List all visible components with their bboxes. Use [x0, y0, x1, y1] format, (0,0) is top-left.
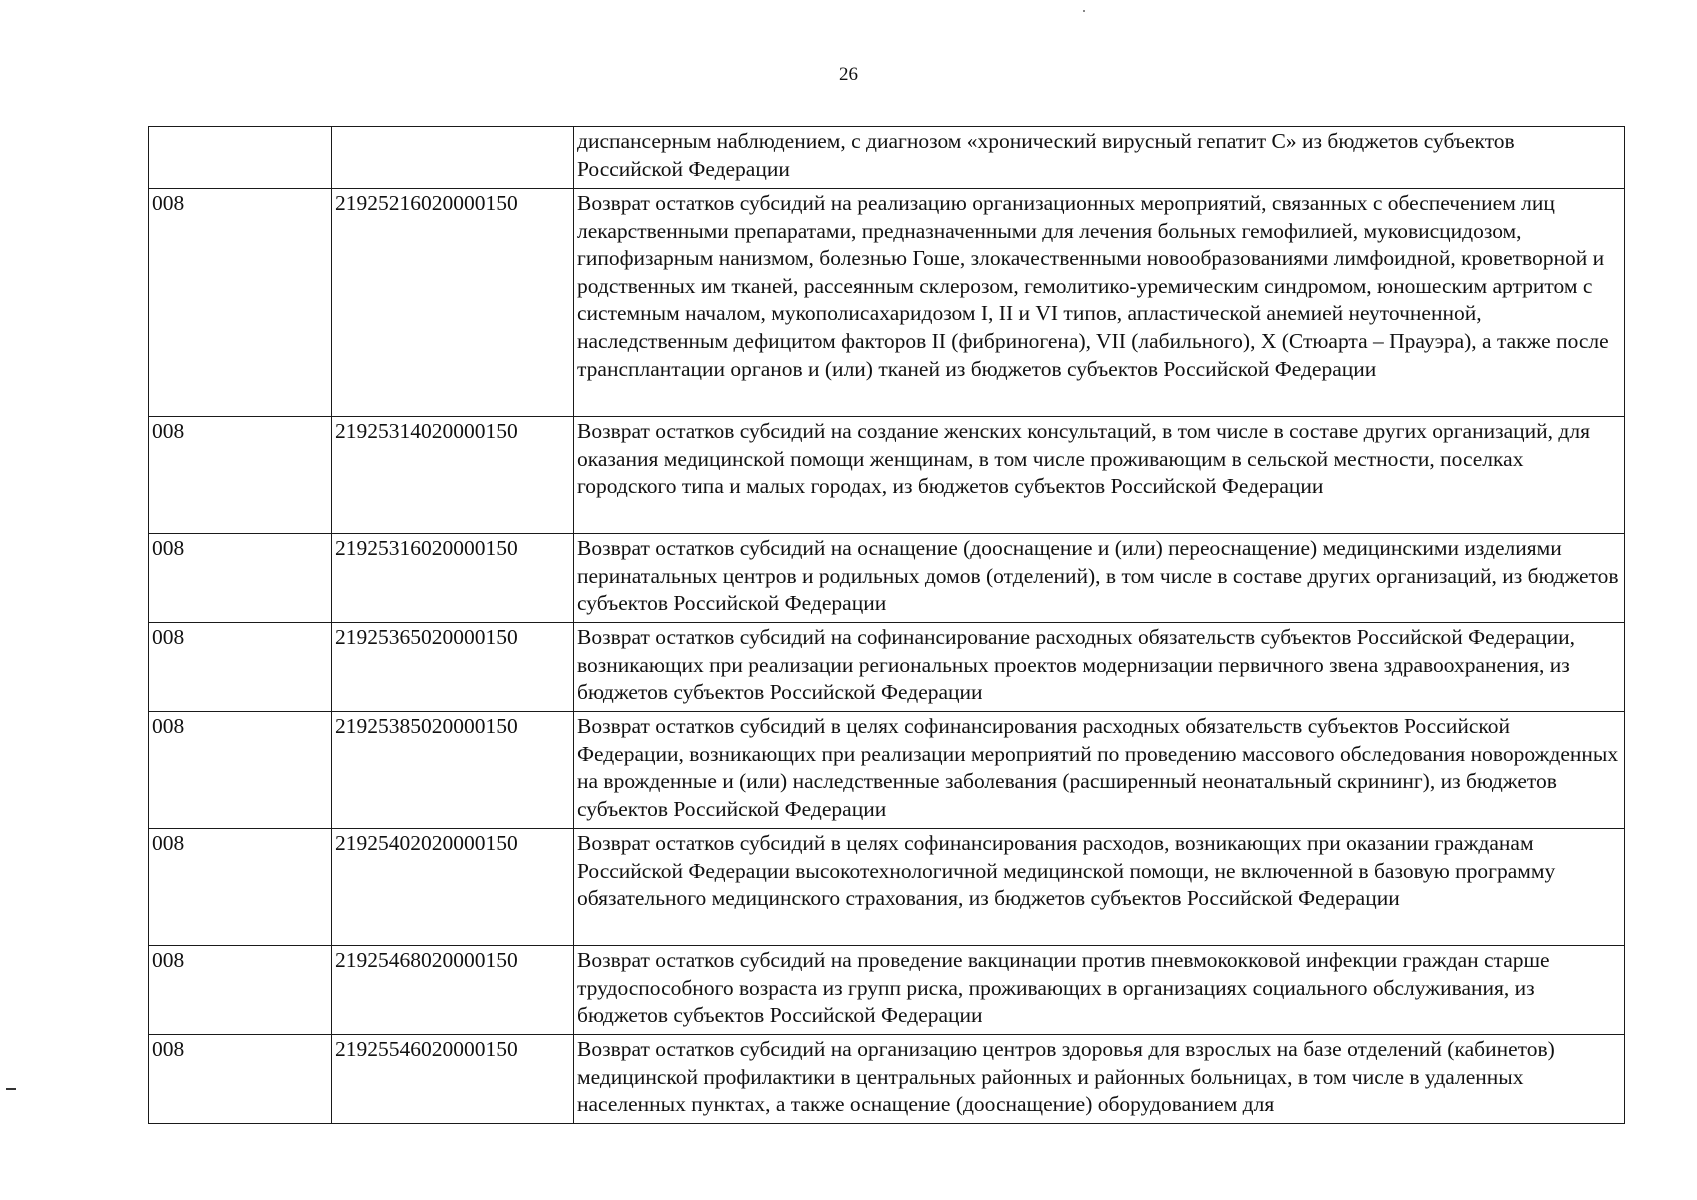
page-number: 26 [839, 64, 858, 85]
budget-code-cell: 21925316020000150 [332, 534, 574, 623]
budget-code-cell: 21925546020000150 [332, 1035, 574, 1124]
admin-code-cell: 008 [149, 534, 332, 623]
budget-code-cell: 21925216020000150 [332, 189, 574, 417]
scan-artifact [1083, 10, 1085, 12]
admin-code-cell: 008 [149, 712, 332, 829]
description-cell: Возврат остатков субсидий в целях софинансирования расходных обязательств субъектов Российской Федерации, возникающих при реализации мероприятий по проведению массового обследования новорожденных на врожденные и (или) наследственные заболевания (расширенный неонатальный скрининг), из бюджетов субъектов Российской Федерации [574, 712, 1625, 829]
table-row [149, 829, 1625, 946]
description-cell: Возврат остатков субсидий на создание женских консультаций, в том числе в составе других организаций, для оказания медицинской помощи женщинам, в том числе проживающим в сельской местности, поселках городского типа и малых городах, из бюджетов субъектов Российской Федерации [574, 417, 1625, 534]
budget-code-cell: 21925385020000150 [332, 712, 574, 829]
admin-code-cell [149, 127, 332, 189]
table-row [149, 417, 1625, 534]
admin-code-cell: 008 [149, 417, 332, 534]
table-row [149, 127, 1625, 189]
budget-code-cell: 21925314020000150 [332, 417, 574, 534]
description-cell: Возврат остатков субсидий на проведение вакцинации против пневмококковой инфекции граждан старше трудоспособного возраста из групп риска, проживающих в организациях социального обслуживания, из бюджетов субъектов Российской Федерации [574, 946, 1625, 1035]
description-cell: Возврат остатков субсидий на реализацию организационных мероприятий, связанных с обеспечением лиц лекарственными препаратами, предназначенными для лечения больных гемофилией, муковисцидозом, гипофизарным нанизмом, болезнью Гоше, злокачественными новообразованиями лимфоидной, кроветворной и родственных им тканей, рассеянным склерозом, гемолитико-уремическим синдромом, юношеским артритом с системным началом, мукополисахаридозом I, II и VI типов, апластической анемией неуточненной, наследственным дефицитом факторов II (фибриногена), VII (лабильного), X (Стюарта – Прауэра), а также после трансплантации органов и (или) тканей из бюджетов субъектов Российской Федерации [574, 189, 1625, 417]
description-cell: Возврат остатков субсидий на софинансирование расходных обязательств субъектов Российской Федерации, возникающих при реализации региональных проектов модернизации первичного звена здравоохранения, из бюджетов субъектов Российской Федерации [574, 623, 1625, 712]
budget-code-cell: 21925365020000150 [332, 623, 574, 712]
table-row [149, 623, 1625, 712]
table-row [149, 1035, 1625, 1124]
admin-code-cell: 008 [149, 623, 332, 712]
description-cell: Возврат остатков субсидий на организацию центров здоровья для взрослых на базе отделений (кабинетов) медицинской профилактики в центральных районных и районных больницах, в том числе в удаленных населенных пунктах, а также оснащение (дооснащение) оборудованием для [574, 1035, 1625, 1124]
table-row [149, 712, 1625, 829]
admin-code-cell: 008 [149, 1035, 332, 1124]
description-cell: Возврат остатков субсидий на оснащение (дооснащение и (или) переоснащение) медицинскими изделиями перинатальных центров и родильных домов (отделений), в том числе в составе других организаций, из бюджетов субъектов Российской Федерации [574, 534, 1625, 623]
table-row [149, 534, 1625, 623]
description-cell: Возврат остатков субсидий в целях софинансирования расходов, возникающих при оказании гражданам Российской Федерации высокотехнологичной медицинской помощи, не включенной в базовую программу обязательного медицинского страхования, из бюджетов субъектов Российской Федерации [574, 829, 1625, 946]
budget-codes-table [148, 126, 1625, 1124]
budget-code-cell: 21925468020000150 [332, 946, 574, 1035]
scan-artifact [6, 1088, 16, 1090]
table-row [149, 189, 1625, 417]
description-cell: диспансерным наблюдением, с диагнозом «хронический вирусный гепатит С» из бюджетов субъектов Российской Федерации [574, 127, 1625, 189]
budget-code-cell: 21925402020000150 [332, 829, 574, 946]
admin-code-cell: 008 [149, 189, 332, 417]
budget-code-cell [332, 127, 574, 189]
admin-code-cell: 008 [149, 946, 332, 1035]
admin-code-cell: 008 [149, 829, 332, 946]
table-row [149, 946, 1625, 1035]
